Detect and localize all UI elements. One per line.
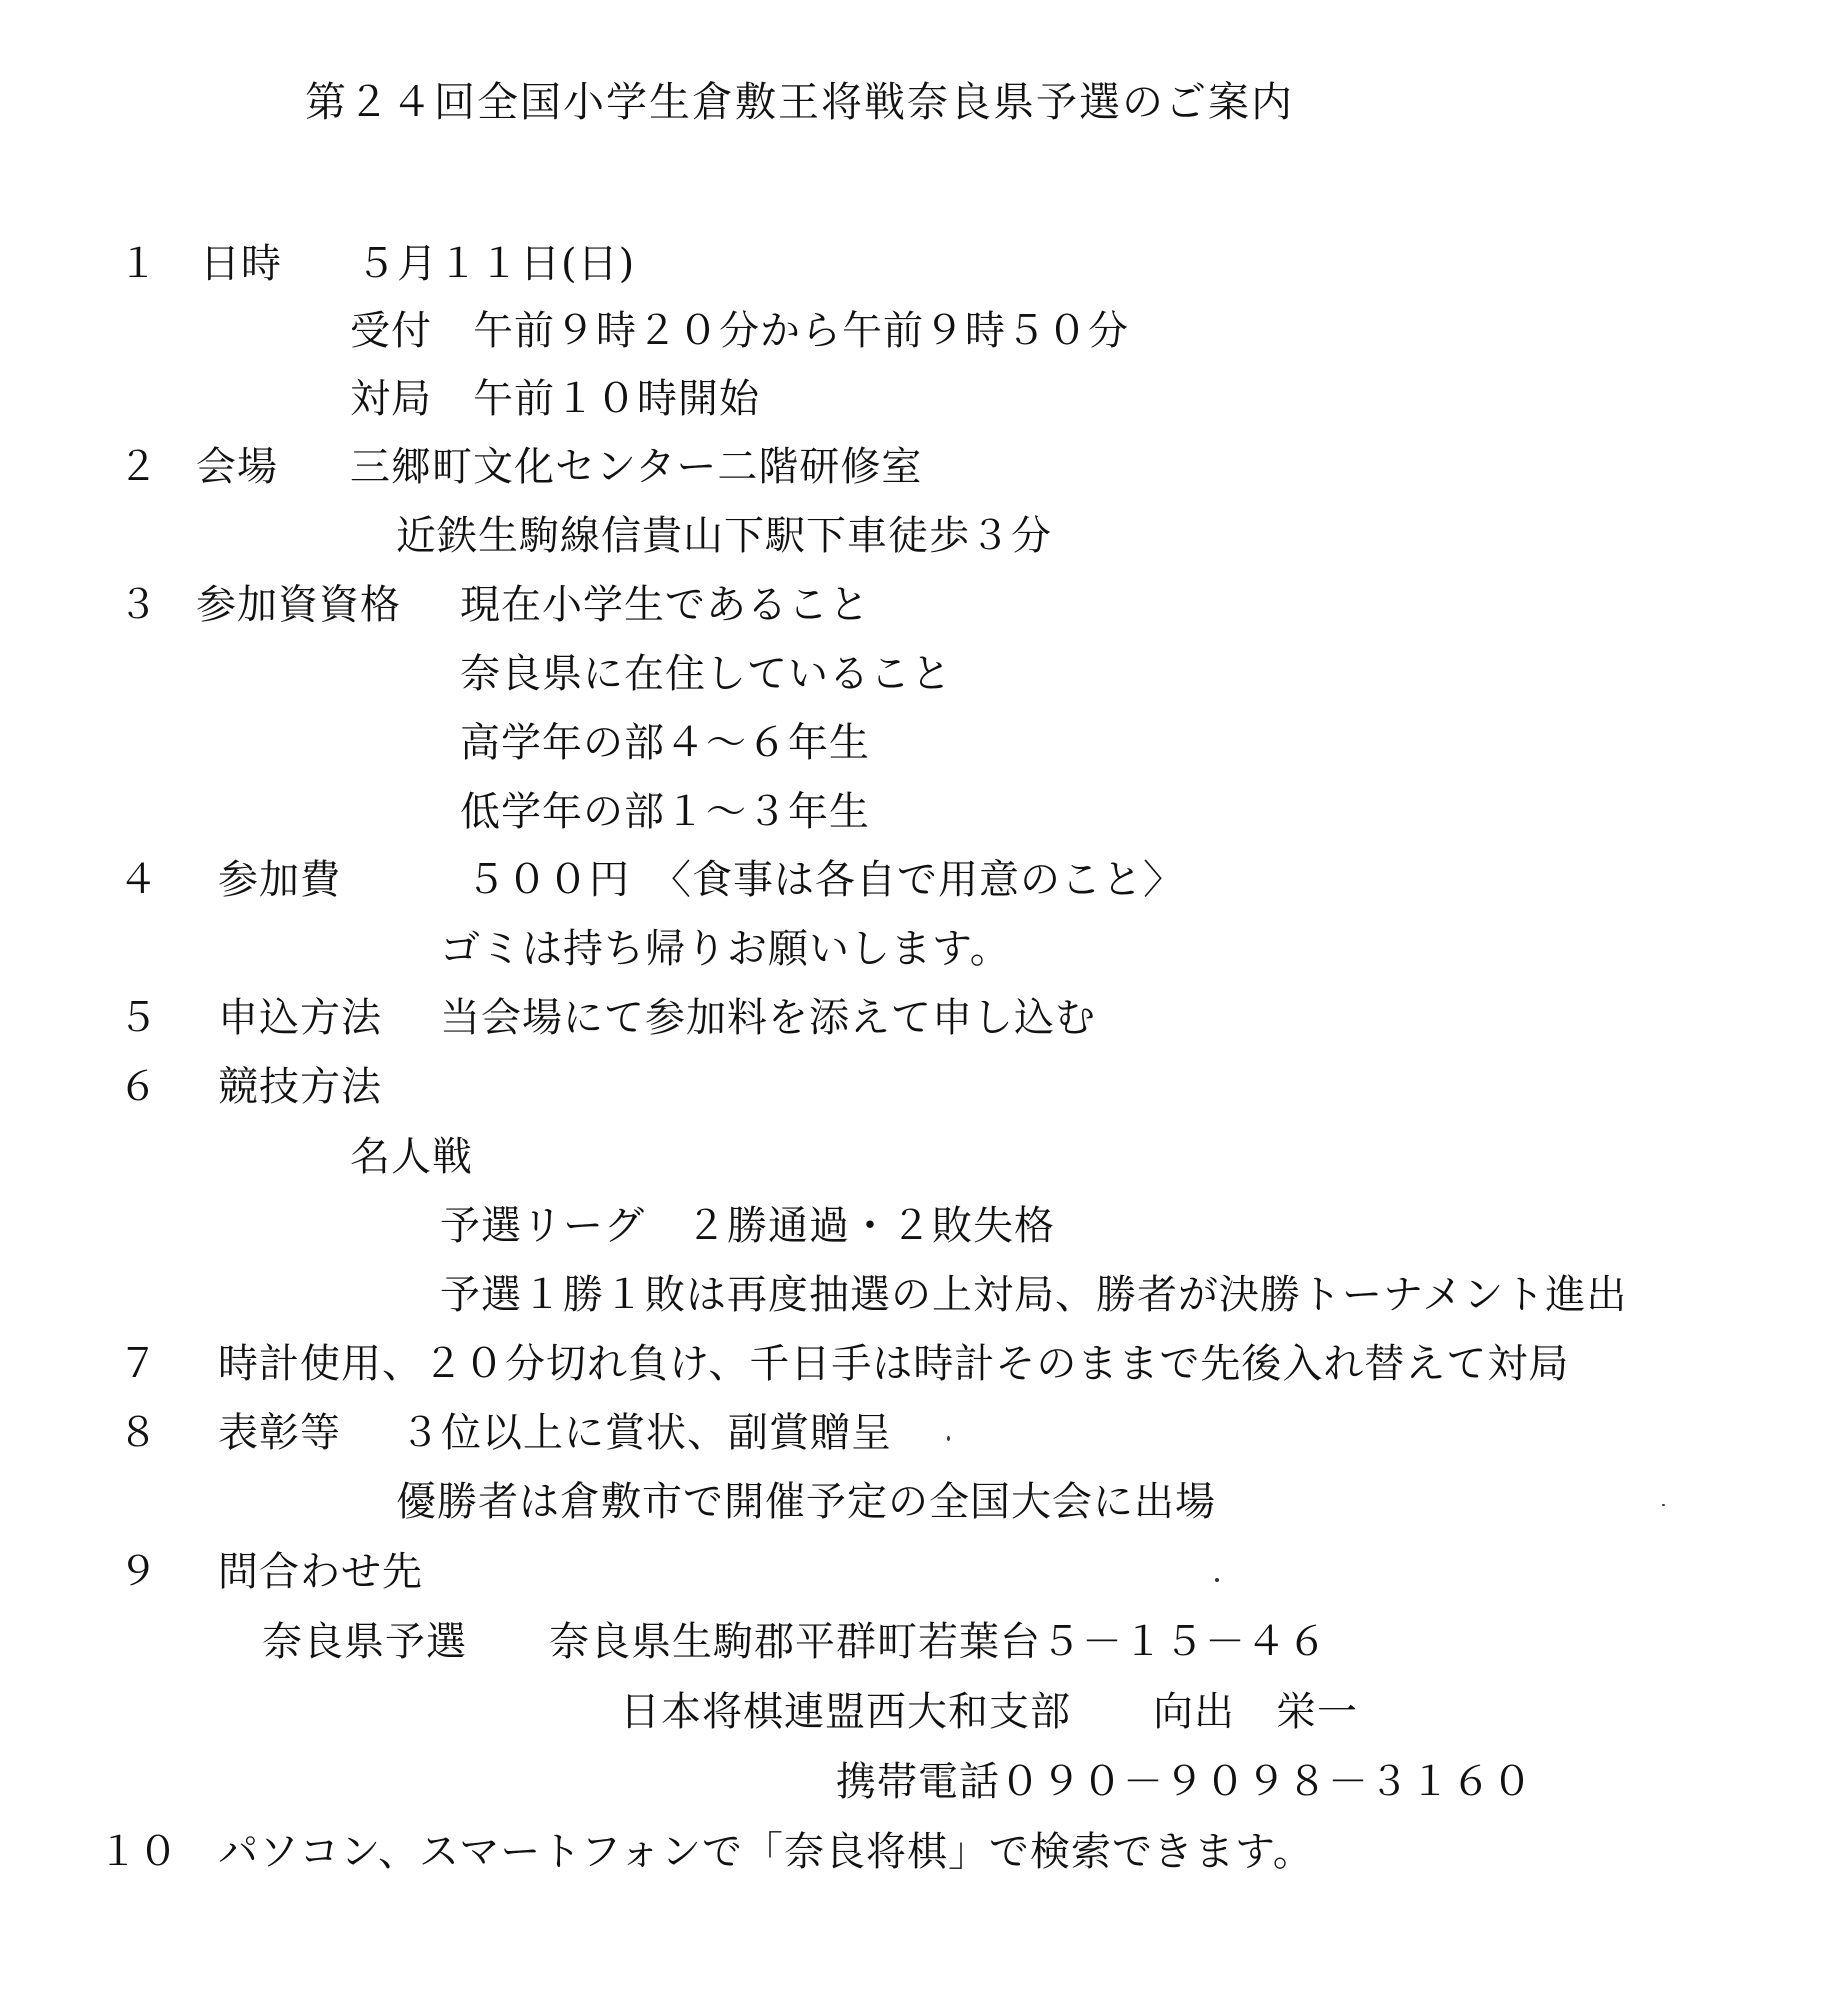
item-number: ９ xyxy=(118,1549,158,1595)
item-line: 予選リーグ ２勝通過・２敗失格 xyxy=(440,1203,1055,1249)
scan-speck xyxy=(1662,1504,1665,1506)
item-line: 対局 午前１０時開始 xyxy=(350,376,760,422)
item-label: 会場 xyxy=(196,444,278,490)
item-value: 当会場にて参加料を添えて申し込む xyxy=(440,995,1096,1041)
item-label: 問合わせ先 xyxy=(218,1549,423,1595)
item-label: 表彰等 xyxy=(218,1410,341,1456)
item-number: １ xyxy=(118,241,158,287)
item-number: ８ xyxy=(118,1410,158,1456)
item-text: パソコン、スマートフォンで「奈良将棋」で検索できます。 xyxy=(218,1829,1314,1875)
item-line: 低学年の部１～３年生 xyxy=(460,789,870,835)
item-line: 日本将棋連盟西大和支部 向出 栄一 xyxy=(620,1689,1358,1735)
item-value: ５月１１日(日) xyxy=(356,241,636,287)
item-line: 奈良県予選 奈良県生駒郡平群町若葉台５－１５－４６ xyxy=(262,1619,1328,1665)
item-number: ３ xyxy=(118,582,158,628)
item-number: ２ xyxy=(118,444,158,490)
item-number: １０ xyxy=(98,1829,178,1875)
scan-speck xyxy=(947,1436,950,1441)
item-number: ６ xyxy=(118,1064,158,1110)
item-line: 携帯電話０９０－９０９８－３１６０ xyxy=(836,1759,1533,1805)
item-label: 日時 xyxy=(200,241,282,287)
item-number: ７ xyxy=(118,1341,158,1387)
document-title: 第２４回全国小学生倉敷王将戦奈良県予選のご案内 xyxy=(305,78,1294,126)
item-number: ５ xyxy=(118,995,158,1041)
item-line: 名人戦 xyxy=(350,1134,473,1180)
item-text: 時計使用、２０分切れ負け、千日手は時計そのままで先後入れ替えて対局 xyxy=(218,1341,1570,1387)
scan-speck xyxy=(1215,1578,1219,1582)
item-value: ３位以上に賞状、副賞贈呈 xyxy=(400,1410,892,1456)
item-line: 受付 午前９時２０分から午前９時５０分 xyxy=(350,308,1129,354)
item-line: 予選１勝１敗は再度抽選の上対局、勝者が決勝トーナメント進出 xyxy=(440,1272,1628,1318)
item-number: ４ xyxy=(118,857,158,903)
item-line: ゴミは持ち帰りお願いします。 xyxy=(440,926,1011,972)
item-line: 奈良県に在住していること xyxy=(460,651,952,697)
item-label: 申込方法 xyxy=(218,995,382,1041)
item-label: 競技方法 xyxy=(218,1064,382,1110)
item-line: 近鉄生駒線信貴山下駅下車徒歩３分 xyxy=(396,513,1052,559)
item-label: 参加資資格 xyxy=(196,582,401,628)
item-value: ５００円 〈食事は各自で用意のこと〉 xyxy=(466,857,1184,903)
item-value: 三郷町文化センター二階研修室 xyxy=(350,444,923,490)
item-value: 現在小学生であること xyxy=(460,582,870,628)
item-label: 参加費 xyxy=(218,857,341,903)
item-line: 高学年の部４～６年生 xyxy=(460,720,870,766)
item-line: 優勝者は倉敷市で開催予定の全国大会に出場 xyxy=(396,1479,1216,1525)
